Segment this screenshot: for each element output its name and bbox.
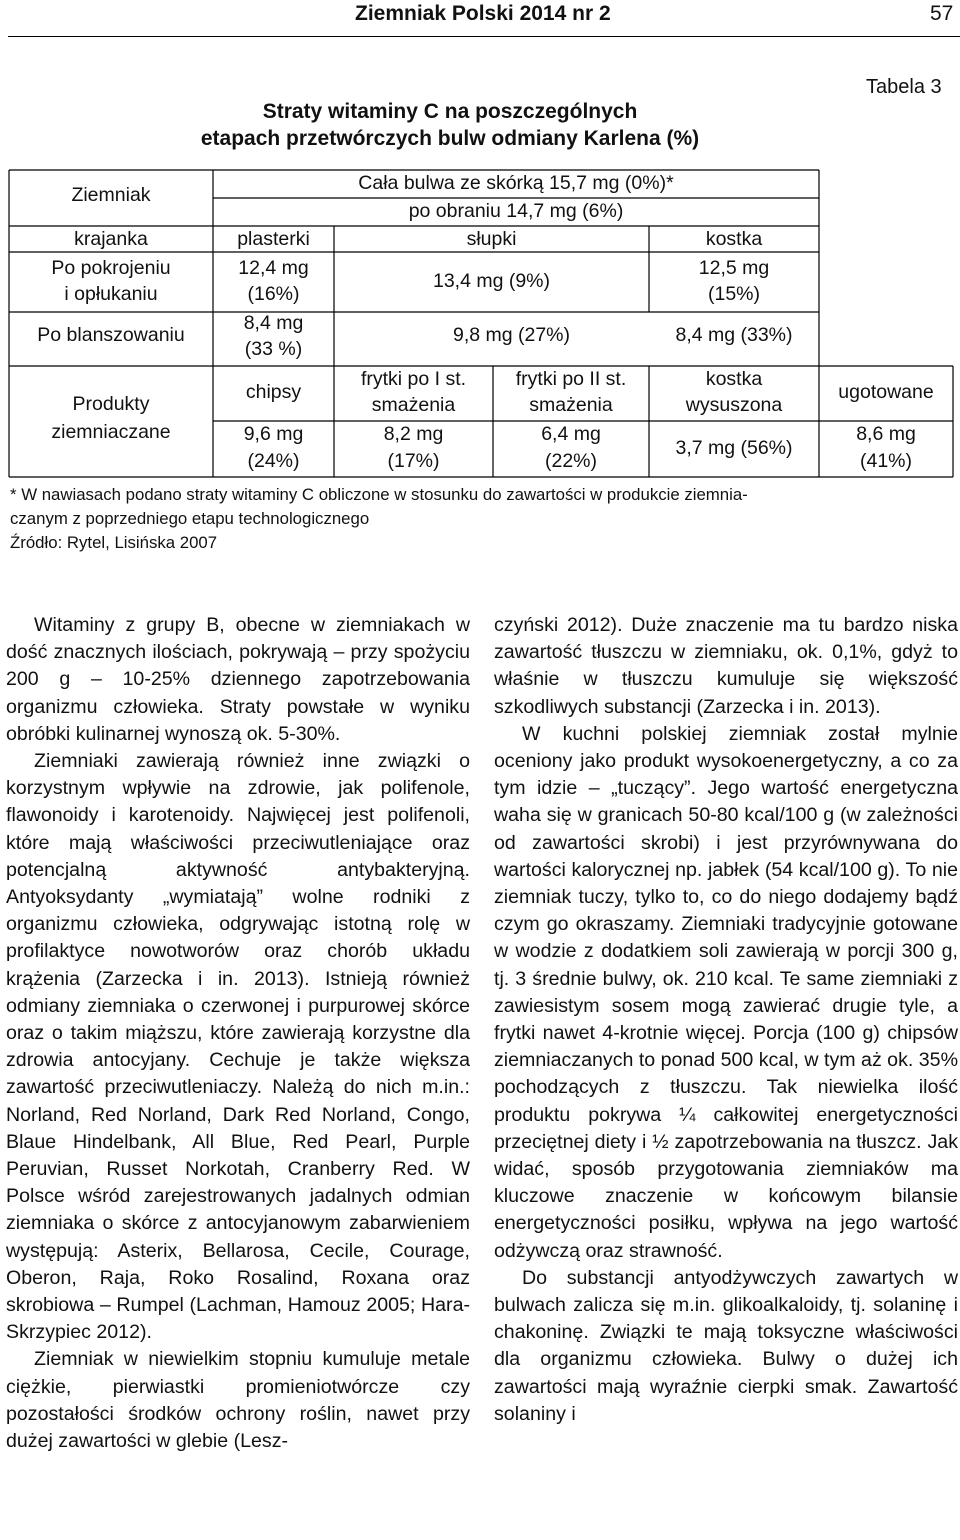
cell-po-blanszowaniu: Po blanszowaniu bbox=[37, 324, 185, 346]
table-title-line1: Straty witaminy C na poszczególnych bbox=[262, 100, 638, 123]
cell-value: 8,4 mg bbox=[243, 312, 304, 334]
left-column bbox=[6, 612, 470, 1455]
cell-ziemniaczane: ziemniaczane bbox=[51, 421, 171, 443]
cell-value: 8,2 mg bbox=[383, 423, 444, 445]
cell-value: 8,6 mg bbox=[856, 423, 916, 445]
cell-kostka-wysuszona: kostka bbox=[705, 368, 763, 390]
cell-slupki: słupki bbox=[466, 228, 517, 250]
paragraph: Witaminy z grupy B, obecne w ziemniakach w dość znacznych ilościach, pokrywają – przy spożyciu 200 g – 10-25% dziennego zapotrzebowania organizmu człowieka. Straty powstałe w wyniku obróbki kulinarnej wynoszą ok. 5-30%. bbox=[6, 614, 470, 745]
cell-value: (41%) bbox=[859, 450, 913, 472]
cell-chipsy: chipsy bbox=[245, 381, 302, 403]
cell-plasterki: plasterki bbox=[237, 228, 310, 250]
cell-frytki-2b: smażenia bbox=[529, 394, 613, 416]
cell-kostka: kostka bbox=[705, 228, 763, 250]
cell-frytki-1b: smażenia bbox=[371, 394, 456, 416]
page-number: 57 bbox=[930, 2, 954, 25]
right-column bbox=[494, 612, 958, 1428]
table-footnote-line1: * W nawiasach podano straty witaminy C obliczone w stosunku do zawartości w produkcie ziemnia- bbox=[10, 485, 748, 504]
paragraph: czyński 2012). Duże znaczenie ma tu bardzo niska zawartość tłuszczu w ziemniaku, ok. 0,1%, gdyż to właśnie w tłuszczu kumuluje się większość szkodliwych substancji (Zarzecka i in. 2013). bbox=[494, 614, 958, 718]
cell-value: (16%) bbox=[247, 283, 300, 305]
cell-value: (17%) bbox=[387, 450, 440, 472]
paragraph: W kuchni polskiej ziemniak został mylnie oceniony jako produkt wysokoenergetyczny, a co za tym idzie – „tuczący”. Jego wartość energetyczna waha się w granicach 50-80 kcal/100 g (w zależności od zawartości skrobi) i jest przyrównywana do wartości kalorycznej np. jabłek (54 kcal/100 g). To nie ziemniak tuczy, tylko to, co do niego dodajemy bądź czym go okraszamy. Ziemniaki tradycyjnie gotowane w wodzie z dodatkiem soli zawierają w porcji 300 g, tj. 3 średnie bulwy, ok. 210 kcal. Te same ziemniaki z zawiesistym sosem mogą zawierać drugie tyle, a frytki nawet 4-krotnie więcej. Porcja (100 g) chipsów ziemniaczanych to ponad 500 kcal, w tym aż ok. 35% pochodzących z tłuszczu. Tak niewielka ilość produktu pokrywa ¼ całkowitej energetyczności przeciętnej diety i ½ zapotrzebowania na tłuszcz. Jak widać, sposób przygotowania ziemniaków ma kluczowe znaczenie w końcowym bilansie energetyczności posiłku, wpływa na jego wartość odżywczą oraz strawność. bbox=[494, 722, 958, 1262]
cell-value: 13,4 mg (9%) bbox=[432, 270, 551, 292]
cell-whole-tuber: Cała bulwa ze skórką 15,7 mg (0%)* bbox=[358, 172, 674, 194]
cell-value: 9,6 mg bbox=[243, 423, 304, 445]
cell-krajanka: krajanka bbox=[74, 228, 148, 250]
cell-frytki-1: frytki po I st. bbox=[360, 368, 467, 390]
table-label: Tabela 3 bbox=[866, 76, 942, 98]
cell-value: 8,4 mg (33%) bbox=[675, 324, 793, 346]
cell-value: 3,7 mg (56%) bbox=[675, 437, 793, 459]
journal-title: Ziemniak Polski 2014 nr 2 bbox=[355, 2, 611, 25]
cell-ugotowane: ugotowane bbox=[838, 381, 934, 403]
table-source: Źródło: Rytel, Lisińska 2007 bbox=[10, 533, 218, 552]
paragraph: Ziemniak w niewielkim stopniu kumuluje metale ciężkie, pierwiastki promieniotwórcze czy pozostałości środków ochrony roślin, nawet przy dużej zawartości w glebie (Lesz- bbox=[6, 1348, 470, 1453]
cell-produkty: Produkty bbox=[72, 393, 150, 415]
cell-value: 12,5 mg bbox=[698, 257, 770, 279]
paragraph: Do substancji antyodżywczych zawartych w bulwach zalicza się m.in. glikoalkaloidy, tj. solaninę i chakoninę. Związki te mają toksyczne właściwości dla organizmu człowieka. Bulwy o dużej ich zawartości mają wyraźnie cierpki smak. Zawartość solaniny i bbox=[494, 1266, 958, 1425]
cell-value: (22%) bbox=[544, 450, 598, 472]
cell-value: 6,4 mg bbox=[541, 423, 601, 445]
cell-i-oplukaniu: i opłukaniu bbox=[64, 283, 158, 305]
cell-value: (33 %) bbox=[244, 338, 303, 360]
cell-after-peeling: po obraniu 14,7 mg (6%) bbox=[408, 200, 624, 222]
cell-ziemniak: Ziemniak bbox=[71, 184, 151, 206]
cell-value: (15%) bbox=[707, 283, 761, 305]
cell-value: 9,8 mg (27%) bbox=[452, 324, 571, 346]
table-footnote-line2: czanym z poprzedniego etapu technologicznego bbox=[10, 509, 370, 528]
cell-value: 12,4 mg bbox=[238, 257, 309, 279]
table-title-line2: etapach przetwórczych bulw odmiany Karlena (%) bbox=[200, 127, 700, 150]
cell-po-pokrojeniu: Po pokrojeniu bbox=[51, 257, 171, 279]
paragraph: Ziemniaki zawierają również inne związki o korzystnym wpływie na zdrowie, jak polifenole, flawonoidy i karotenoidy. Najwięcej jest polifenoli, które mają właściwości przeciwutleniające oraz potencjalną aktywność antybakteryjną. Antyoksydanty „wymiatają” wolne rodniki z organizmu człowieka, odgrywając istotną rolę w profilaktyce nowotworów oraz chorób układu krążenia (Zarzecka i in. 2013). Istnieją również odmiany ziemniaka o czerwonej i purpurowej skórce oraz o takim miąższu, które zawierają korzystne dla zdrowia antocyjany. Cechuje je także większa zawartość przeciwutleniaczy. Należą do nich m.in.: Norland, Red Norland, Dark Red Norland, Congo, Blaue Hindelbank, All Blue, Red Pearl, Purple Peruvian, Russet Norkotah, Cranberry Red. W Polsce wśród zarejestrowanych jadalnych odmian ziemniaka o skórce z antocyjanowym zabarwieniem występują: Asterix, Bellarosa, Cecile, Courage, Oberon, Raja, Roko Rosalind, Roxana oraz skrobiowa – Rumpel (Lachman, Hamouz 2005; Hara-Skrzypiec 2012). bbox=[6, 750, 470, 1344]
cell-kostka-wysuszona-b: wysuszona bbox=[685, 394, 783, 416]
cell-value: (24%) bbox=[247, 450, 300, 472]
cell-frytki-2: frytki po II st. bbox=[515, 368, 627, 390]
